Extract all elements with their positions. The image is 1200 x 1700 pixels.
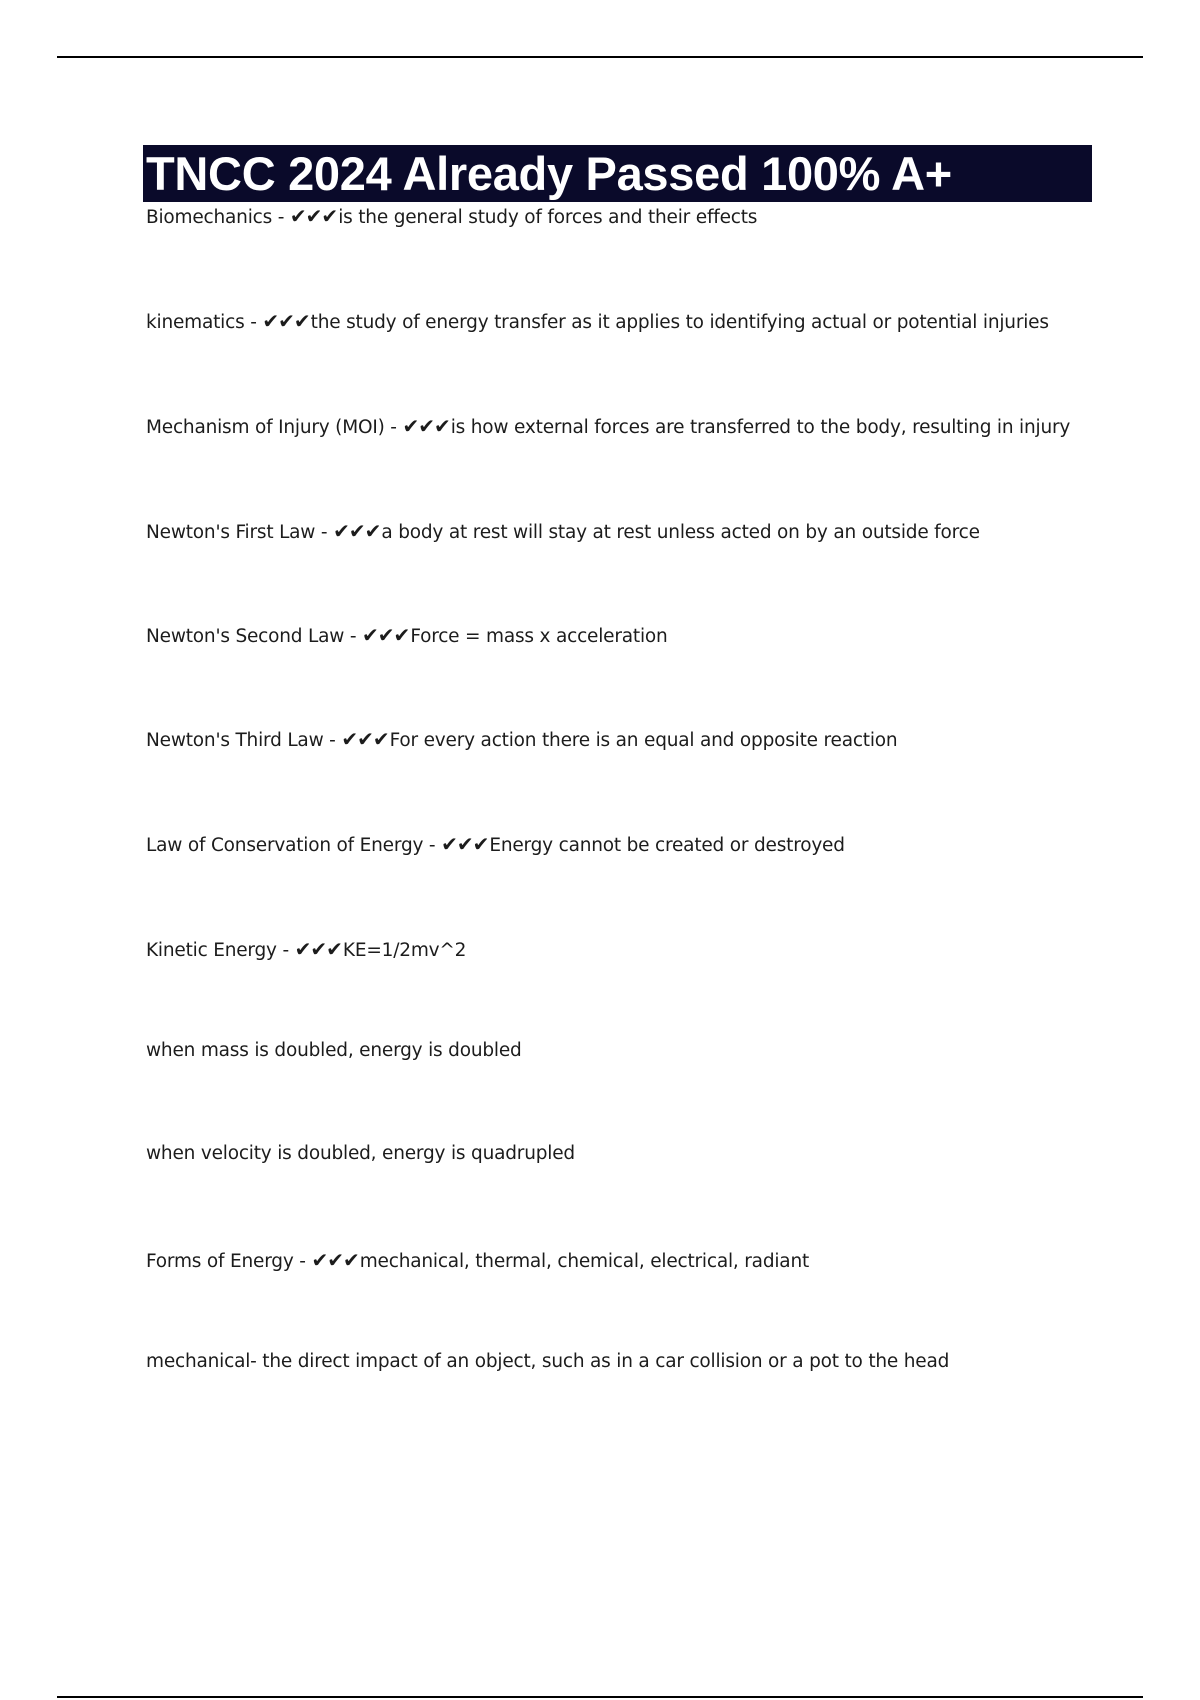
entry-mechanism-of-injury (146, 414, 1146, 439)
checkmarks-icon: ✔✔✔ (262, 309, 310, 333)
checkmarks-icon: ✔✔✔ (289, 204, 338, 228)
entry-definition: Energy cannot be created or destroyed (489, 835, 845, 856)
entry-definition: is the general study of forces and their effects (338, 207, 758, 228)
entry-term: Mechanism of Injury (MOI) - (146, 417, 403, 438)
entry-definition: For every action there is an equal and opposite reaction (389, 730, 898, 751)
document-title: TNCC 2024 Already Passed 100% A+ (146, 147, 952, 200)
entry-definition: a body at rest will stay at rest unless acted on by an outside force (381, 522, 980, 543)
entry-term: Biomechanics - (146, 207, 290, 228)
top-rule (57, 56, 1143, 58)
entry-definition: mechanical, thermal, chemical, electrical, radiant (359, 1251, 810, 1272)
entry-term: Newton's Third Law - (146, 730, 342, 751)
entry-newtons-second-law (146, 623, 1146, 648)
entry-definition: is how external forces are transferred to the body, resulting in injury (450, 417, 1071, 438)
entry-term: Forms of Energy - (146, 1251, 312, 1272)
entry-term: Kinetic Energy - (146, 940, 295, 961)
entry-term: Law of Conservation of Energy - (146, 835, 442, 856)
entry-term: Newton's Second Law - (146, 626, 363, 647)
checkmarks-icon: ✔✔✔ (362, 623, 410, 647)
checkmarks-icon: ✔✔✔ (333, 519, 381, 543)
checkmarks-icon: ✔✔✔ (402, 414, 450, 438)
checkmarks-icon: ✔✔✔ (341, 727, 389, 751)
entry-definition: KE=1/2mv^2 (342, 940, 467, 961)
entry-kinetic-energy (146, 937, 1146, 962)
entry-kinematics (146, 309, 1146, 334)
entry-forms-of-energy (146, 1248, 1146, 1273)
entry-newtons-first-law (146, 519, 1146, 544)
entry-term: kinematics - (146, 312, 263, 333)
note-mass-doubled: when mass is doubled, energy is doubled (146, 1040, 522, 1061)
entry-definition: the study of energy transfer as it applies to identifying actual or potential injuries (310, 312, 1049, 333)
entry-biomechanics (146, 204, 1146, 229)
checkmarks-icon: ✔✔✔ (441, 832, 489, 856)
document-title-bar (143, 145, 1092, 202)
entry-definition: Force = mass x acceleration (410, 626, 668, 647)
entry-conservation-of-energy (146, 832, 1146, 857)
checkmarks-icon: ✔✔✔ (294, 937, 342, 961)
entry-term: Newton's First Law - (146, 522, 334, 543)
note-mechanical: mechanical- the direct impact of an object, such as in a car collision or a pot to the head (146, 1351, 950, 1372)
checkmarks-icon: ✔✔✔ (311, 1248, 359, 1272)
note-velocity-doubled: when velocity is doubled, energy is quadrupled (146, 1143, 575, 1164)
entry-newtons-third-law (146, 727, 1146, 752)
bottom-rule (57, 1696, 1143, 1698)
